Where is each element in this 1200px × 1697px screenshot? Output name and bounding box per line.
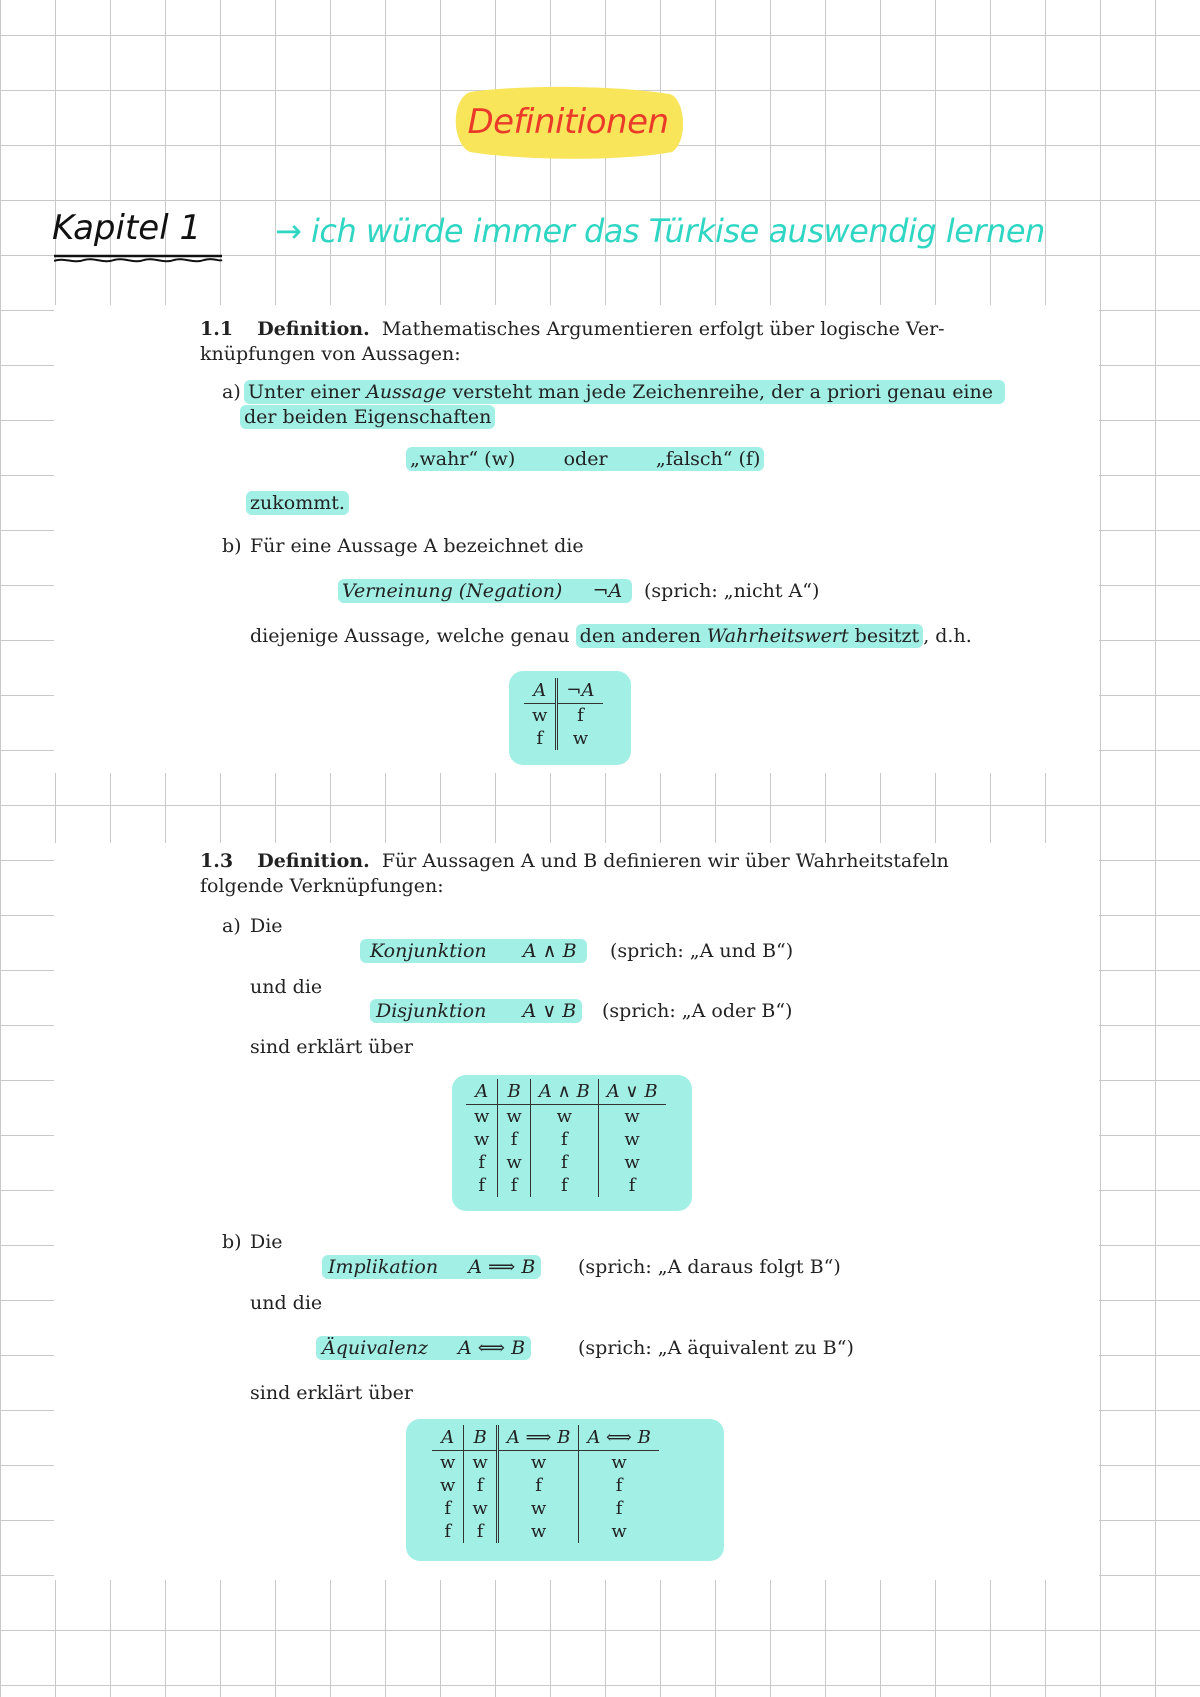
table-cell: f [530,1151,598,1174]
b-line3-pre: diejenige Aussage, welche genau [250,625,570,647]
def11-intro-line1: Mathematisches Argumentieren erfolgt über logische Ver- [381,318,945,340]
table-cell: f [579,1474,659,1497]
table-cell: f [557,704,603,728]
def13-b-marker: b) [222,1231,242,1253]
table-cell: f [464,1474,497,1497]
b-line3-hl-pre: den anderen [579,625,701,647]
def11-label: Definition. [257,318,370,340]
disjunktion-symbol: A ∨ B [522,1000,577,1022]
table-header: A [432,1425,464,1451]
oder-label: oder [563,448,608,470]
def11-b-line3 [250,624,972,649]
term-aequivalenz: Äquivalenz [322,1337,428,1359]
page-title: Definitionen [467,102,669,142]
wahr-label: „wahr“ (w) [410,448,516,470]
implikation-line [322,1255,541,1280]
term-aussage: Aussage [366,381,447,403]
impl-aeq-truth-table [432,1425,659,1543]
def13-intro-line2: folgende Verknüpfungen: [200,875,444,897]
konjunktion-line [360,939,587,964]
negation-symbol: ¬A [592,580,623,602]
def11-b-line1: Für eine Aussage A bezeichnet die [250,535,584,557]
table-cell: f [498,1128,530,1151]
table-cell: w [598,1128,665,1151]
table-cell: f [530,1128,598,1151]
erklaert-2: sind erklärt über [250,1382,413,1404]
table-header: A ⟹ B [497,1425,578,1451]
table-cell: w [579,1520,659,1543]
title-wrap [448,82,688,162]
table-row [466,1174,666,1197]
def13-label: Definition. [257,850,370,872]
negation-truth-table [524,678,603,750]
und-die-2: und die [250,1292,323,1314]
table-row [432,1451,659,1475]
table-header: A [524,678,557,704]
table-cell: f [497,1474,578,1497]
table-cell: f [478,1152,486,1173]
konj-disj-truth-table [466,1079,666,1197]
table-cell: w [497,1451,578,1475]
def13-heading [200,849,949,874]
disjunktion-line [370,999,582,1024]
table-cell: w [464,1451,497,1475]
def11-a-marker: a) [222,381,241,403]
handwritten-note: → ich würde immer das Türkise auswendig lernen [275,212,1045,250]
zukommt-text: zukommt. [246,491,349,515]
table-cell: w [598,1151,665,1174]
def13-a-marker: a) [222,915,241,937]
table-cell: f [464,1520,497,1543]
table-cell: f [536,728,544,749]
table-cell: w [440,1452,456,1473]
definition-1-1-block [54,305,1099,773]
term-disjunktion: Disjunktion [376,1000,487,1022]
table-cell: f [530,1174,598,1197]
konjunktion-symbol: A ∧ B [522,940,577,962]
table-header: A ∧ B [530,1079,598,1105]
table-cell: w [598,1105,665,1129]
def13-a-die: Die [250,915,283,937]
def11-b-marker: b) [222,535,242,557]
table-cell: f [478,1175,486,1196]
b-line3-hl-post: besitzt [854,625,920,647]
b-line3-post: , d.h. [923,625,972,647]
table-cell: f [598,1174,665,1197]
table-cell: w [532,705,548,726]
table-cell: w [474,1129,490,1150]
table-row [524,727,603,750]
table-cell: f [579,1497,659,1520]
table-row [466,1105,666,1129]
term-wahrheitswert: Wahrheitswert [706,625,849,647]
a-line1-post: versteht man jede Zeichenreihe, der a priori genau eine [452,381,993,403]
def11-intro-line2: knüpfungen von Aussagen: [200,343,461,365]
chapter-heading: Kapitel 1 [52,208,202,248]
table-cell: w [497,1520,578,1543]
falsch-label: „falsch“ (f) [655,448,761,470]
aequivalenz-symbol: A ⟺ B [458,1337,526,1359]
negation-speak: (sprich: „nicht A“) [644,580,820,602]
table-header: B [464,1425,497,1451]
term-konjunktion: Konjunktion [370,940,487,962]
term-negation: Verneinung (Negation) [342,580,563,602]
table-cell: w [579,1451,659,1475]
table-row [432,1474,659,1497]
table-header: A ∨ B [598,1079,665,1105]
def11-a-line1 [244,380,1005,405]
def13-number: 1.3 [200,850,234,872]
table-row [466,1128,666,1151]
table-cell: f [444,1521,452,1542]
zukommt-line [246,491,349,516]
table-cell: w [498,1151,530,1174]
table-cell: w [497,1497,578,1520]
erklaert-1: sind erklärt über [250,1036,413,1058]
term-implikation: Implikation [328,1256,439,1278]
implikation-symbol: A ⟹ B [468,1256,536,1278]
disjunktion-speak: (sprich: „A oder B“) [602,1000,793,1022]
def13-b-die: Die [250,1231,283,1253]
def11-a-line2 [240,405,495,430]
a-line2-text: der beiden Eigenschaften [240,405,495,429]
und-die-1: und die [250,976,323,998]
wahr-falsch-line [406,447,764,472]
table-header: ¬A [557,678,603,704]
def11-heading [200,317,945,342]
konjunktion-speak: (sprich: „A und B“) [610,940,794,962]
chapter-underline [54,252,224,264]
def11-number: 1.1 [200,318,234,340]
table-cell: w [498,1105,530,1129]
table-header: B [498,1079,530,1105]
table-cell: w [440,1475,456,1496]
table-header: A [466,1079,498,1105]
table-row [432,1497,659,1520]
def13-intro-line1: Für Aussagen A und B definieren wir über Wahrheitstafeln [381,850,949,872]
table-cell: w [474,1106,490,1127]
a-line1-pre: Unter einer [248,381,361,403]
table-row [466,1151,666,1174]
table-cell: f [498,1174,530,1197]
definition-1-3-block [54,843,1099,1580]
table-header: A ⟺ B [579,1425,659,1451]
aequivalenz-speak: (sprich: „A äquivalent zu B“) [578,1337,854,1359]
table-cell: f [444,1498,452,1519]
table-row [432,1520,659,1543]
aequivalenz-line [316,1336,531,1361]
table-cell: w [557,727,603,750]
negation-line [338,579,632,604]
table-row [524,704,603,728]
implikation-speak: (sprich: „A daraus folgt B“) [578,1256,841,1278]
table-cell: w [530,1105,598,1129]
table-cell: w [464,1497,497,1520]
